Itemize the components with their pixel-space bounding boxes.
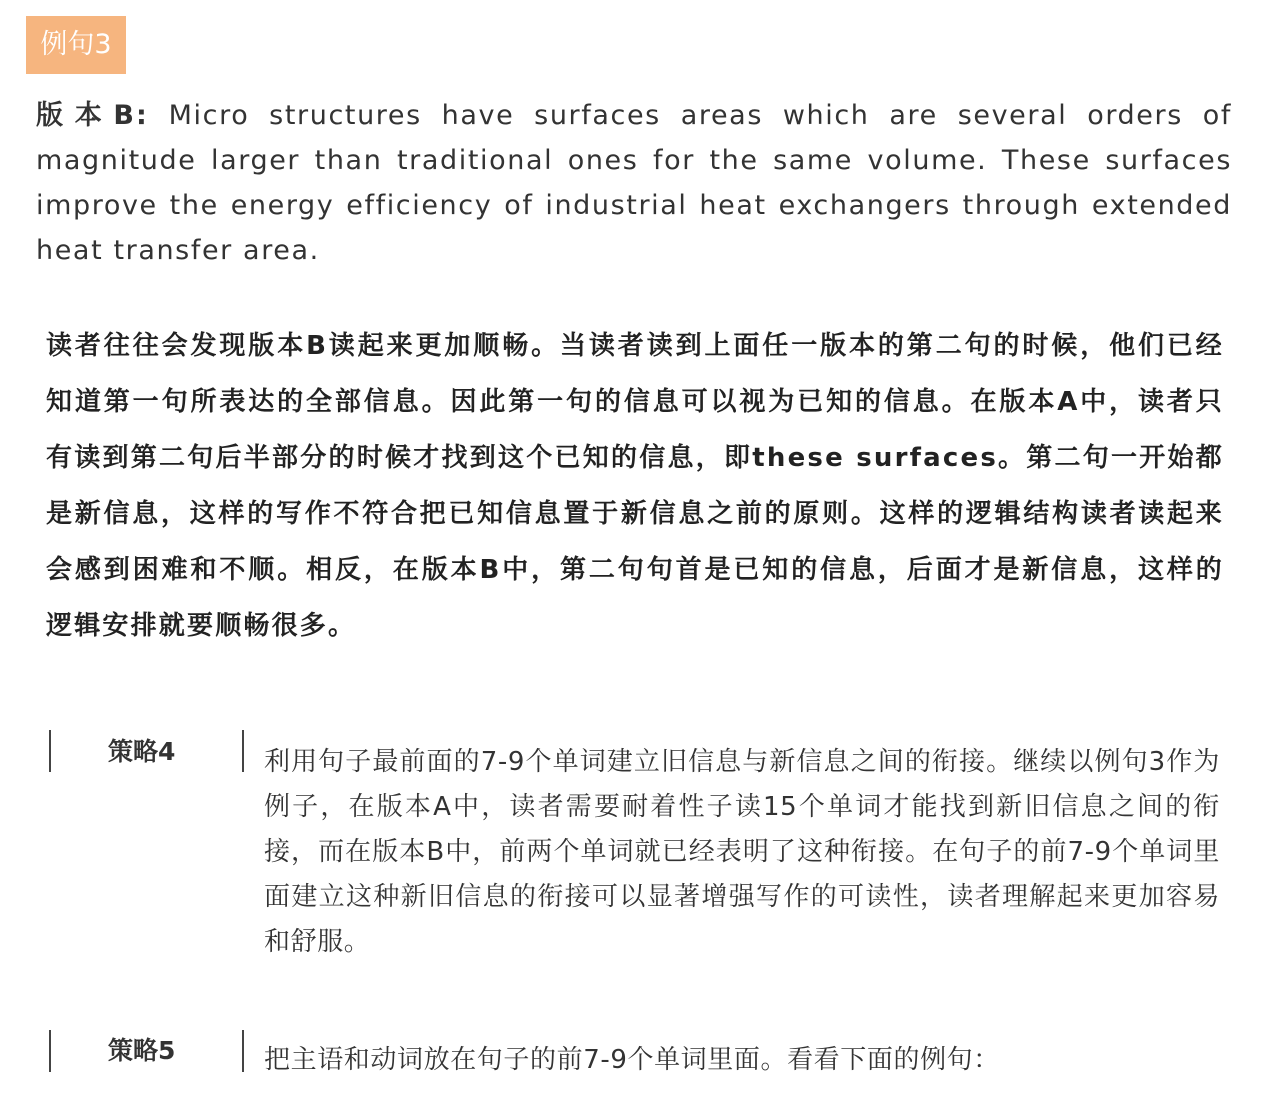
strategy-4-right-divider — [242, 730, 244, 772]
strategy-5-left-divider — [49, 1030, 51, 1072]
strategy-4-left-divider — [49, 730, 51, 772]
strategy-5-body: 把主语和动词放在句子的前7-9个单词里面。看看下面的例句： — [264, 1045, 1000, 1075]
strategy-5-right-divider — [242, 1030, 244, 1072]
version-b-label: 版本B: — [36, 100, 149, 131]
strategy-4-title: 策略4 — [108, 737, 176, 766]
strategy-4-body: 利用句子最前面的7-9个单词建立旧信息与新信息之间的衔接。继续以例句3作为例子，在版本A中，读者需要耐着性子读15个单词才能找到新旧信息之间的衔接，而在版本B中，前两个单词就已经表明了这种衔接。在句子的前7-9个单词里面建立这种新旧信息的衔接可以显著增强写作的可读性，读者理解起来更加容易和舒服。 — [264, 747, 1220, 957]
version-b-paragraph — [36, 93, 1232, 273]
analysis-paragraph: 读者往往会发现版本B读起来更加顺畅。当读者读到上面任一版本的第二句的时候，他们已经知道第一句所表达的全部信息。因此第一句的信息可以视为已知的信息。在版本A中，读者只有读到第二句后半部分的时候才找到这个已知的信息，即these surfaces。第二句一开始都是新信息，这样的写作不符合把已知信息置于新信息之前的原则。这样的逻辑结构读者读起来会感到困难和不顺。相反，在版本B中，第二句句首是已知的信息，后面才是新信息，这样的逻辑安排就要顺畅很多。 — [46, 331, 1224, 641]
version-b-text: Micro structures have surfaces areas which are several orders of magnitude larger than traditional ones for the same volume. These surfaces improve the energy efficiency of industrial heat exchangers through extended heat transfer area. — [36, 100, 1232, 266]
strategy-5-title: 策略5 — [108, 1036, 176, 1065]
example-badge: 例句3 — [26, 16, 126, 74]
